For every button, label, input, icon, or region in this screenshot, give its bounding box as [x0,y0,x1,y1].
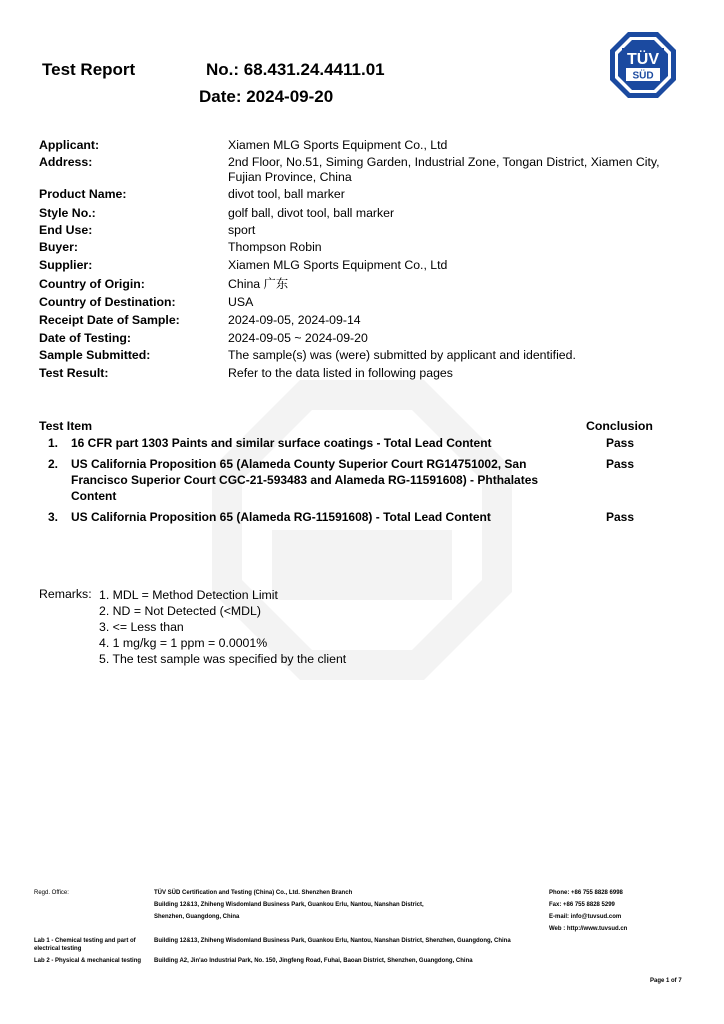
footer-address-line1: Building 12&13, Zhiheng Wisdomland Business Park, Guankou Erlu, Nantou, Nanshan District, [154,902,424,908]
info-label: Buyer: [39,240,78,254]
test-item-number: 3. [48,510,59,524]
info-value: USA [228,295,254,309]
info-label: Product Name: [39,187,127,201]
test-item-number: 2. [48,457,59,471]
test-item-header: Test Item [39,419,93,433]
report-title: Test Report [42,60,136,79]
info-value: sport [228,223,256,237]
test-item-number: 1. [48,436,59,450]
test-item-conclusion: Pass [606,436,635,450]
test-item-text: US California Proposition 65 (Alameda RG-11591608) - Total Lead Content [71,510,491,524]
info-value: divot tool, ball marker [228,187,345,201]
logo-text-bottom: SÜD [632,70,654,82]
remark-item: 1. MDL = Method Detection Limit [99,588,278,602]
info-label: Address: [39,155,93,169]
info-value: golf ball, divot tool, ball marker [228,206,395,220]
remark-item: 2. ND = Not Detected (<MDL) [99,604,261,618]
info-value: 2024-09-05 ~ 2024-09-20 [228,331,368,345]
report-number: No.: 68.431.24.4411.01 [206,60,385,79]
info-label: Country of Origin: [39,277,145,291]
info-value: Thompson Robin [228,240,322,254]
remark-item: 5. The test sample was specified by the client [99,652,347,666]
info-value: Xiamen MLG Sports Equipment Co., Ltd [228,138,448,152]
info-label: Sample Submitted: [39,348,151,362]
info-value: China 广东 [228,277,289,291]
info-label: Test Result: [39,366,109,380]
info-label: Style No.: [39,206,96,220]
info-value: Xiamen MLG Sports Equipment Co., Ltd [228,258,448,272]
tuv-sud-logo-icon [608,30,678,100]
conclusion-header: Conclusion [586,419,653,433]
info-value: The sample(s) was (were) submitted by applicant and identified. [228,348,576,362]
test-item-conclusion: Pass [606,510,635,524]
footer-address-line2: Shenzhen, Guangdong, China [154,914,240,920]
remark-item: 4. 1 mg/kg = 1 ppm = 0.0001% [99,636,268,650]
footer-fax: Fax: +86 755 8828 5299 [549,902,615,908]
page-number: Page 1 of 7 [650,978,682,984]
footer-email: E-mail: info@tuvsud.com [549,914,622,920]
test-item-text: 16 CFR part 1303 Paints and similar surface coatings - Total Lead Content [71,436,492,450]
remark-item: 3. <= Less than [99,620,184,634]
footer-lab2-address: Building A2, Jin'ao Industrial Park, No. 150, Jingfeng Road, Fuhai, Baoan District, Shenzhen, Guangdong, China [154,958,473,964]
logo-text-top: TÜV [627,51,659,68]
info-label: Date of Testing: [39,331,131,345]
report-date: Date: 2024-09-20 [199,87,334,106]
info-label: Country of Destination: [39,295,176,309]
info-value: Refer to the data listed in following pages [228,366,453,380]
footer-web: Web : http://www.tuvsud.cn [549,926,628,932]
footer-lab1-label: Lab 1 - Chemical testing and part of electrical testing [34,938,136,952]
info-value: 2nd Floor, No.51, Siming Garden, Industrial Zone, Tongan District, Xiamen City, Fujian Province, China [228,155,660,184]
test-item-conclusion: Pass [606,457,635,471]
remarks-label: Remarks: [39,587,92,601]
footer-lab2-label: Lab 2 - Physical & mechanical testing [34,958,142,964]
info-label: End Use: [39,223,93,237]
info-label: Receipt Date of Sample: [39,313,180,327]
footer-regd-label: Regd. Office: [34,890,69,896]
footer-company: TÜV SÜD Certification and Testing (China) Co., Ltd. Shenzhen Branch [154,890,353,896]
info-label: Supplier: [39,258,93,272]
info-value: 2024-09-05, 2024-09-14 [228,313,361,327]
test-item-text: US California Proposition 65 (Alameda County Superior Court RG14751002, San Francisco Superior Court CGC-21-593483 and Alameda RG-11591608) - Phthalates Content [71,457,539,503]
footer-lab1-address: Building 12&13, Zhiheng Wisdomland Business Park, Guankou Erlu, Nantou, Nanshan District, Shenzhen, Guangdong, China [154,938,511,944]
info-label: Applicant: [39,138,100,152]
footer-phone: Phone: +86 755 8828 6998 [549,890,623,896]
